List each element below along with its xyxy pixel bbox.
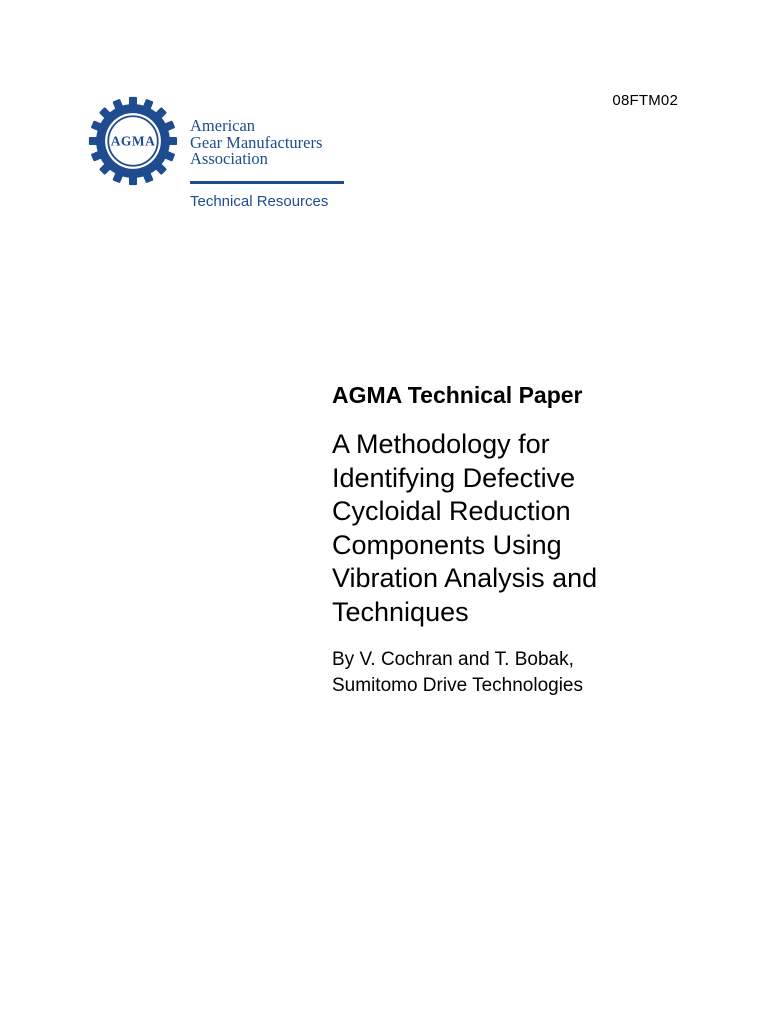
title-line: Techniques: [332, 596, 469, 627]
logo-divider: [190, 181, 344, 184]
gear-icon: [88, 96, 178, 186]
title-line: A Methodology for: [332, 429, 550, 459]
authors: By V. Cochran and T. Bobak,: [332, 649, 574, 670]
org-name-line-1: American: [190, 116, 256, 135]
document-number: 08FTM02: [612, 92, 678, 109]
paper-type-heading: AGMA Technical Paper: [332, 382, 583, 408]
title-line: Components Using: [332, 529, 562, 560]
agma-logo: [88, 96, 350, 216]
org-name-line-3: Association: [190, 149, 268, 168]
organization-name: [190, 118, 322, 168]
org-name-line-2: Gear Manufacturers: [190, 132, 323, 152]
paper-title: [332, 428, 732, 629]
emblem-text: AGMA: [110, 133, 156, 149]
title-line: Identifying Defective: [332, 462, 576, 493]
technical-resources-label: Technical Resources: [190, 193, 329, 210]
affiliation: Sumitomo Drive Technologies: [332, 675, 583, 696]
title-line: Vibration Analysis and: [332, 563, 598, 593]
title-line: Cycloidal Reduction: [332, 496, 571, 526]
byline: [332, 647, 732, 699]
paper-content: [332, 378, 732, 699]
